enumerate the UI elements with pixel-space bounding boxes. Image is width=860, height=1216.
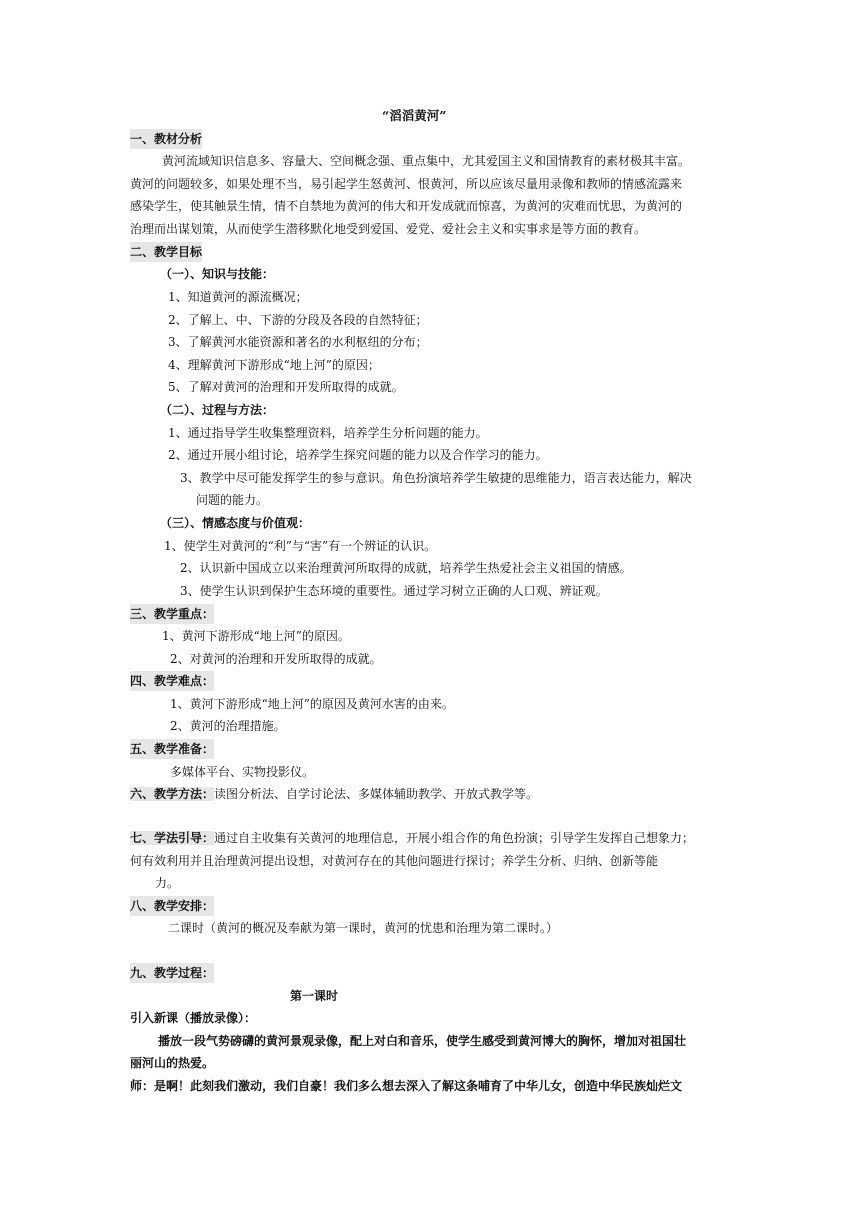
section-2-heading: 二、教学目标 xyxy=(130,242,202,262)
document-title: “滔滔黄河” xyxy=(382,108,447,123)
paragraph-line: 黄河流域知识信息多、容量大、空间概念强、重点集中，尤其爱国主义和国情教育的素材极其丰富。 xyxy=(162,154,691,168)
section-6-text: 读图分析法、自学讨论法、多媒体辅助教学、开放式教学等。 xyxy=(214,787,539,801)
section-1-heading: 一、教材分析 xyxy=(130,129,202,149)
section-7-text: 通过自主收集有关黄河的地理信息，开展小组合作的角色扮演；引导学生发挥自己想象力； xyxy=(214,831,695,845)
paragraph-line: 治理而出谋划策，从而使学生潜移默化地受到爱国、爱党、爱社会主义和实事求是等方面的教育。 xyxy=(130,222,647,236)
list-item: 1、黄河下游形成“地上河”的原因。 xyxy=(162,629,350,643)
section-4-heading: 四、教学难点： xyxy=(130,671,214,691)
section-3-heading: 三、教学重点： xyxy=(130,604,214,624)
list-item: 2、黄河的治理措施。 xyxy=(170,719,286,733)
section-8-heading: 八、教学安排： xyxy=(130,896,214,916)
subsection-heading: （一）、知识与技能： xyxy=(160,267,275,281)
section-9-heading: 九、教学过程： xyxy=(130,963,214,983)
list-item: 1、使学生对黄河的“利”与“害”有一个辨证的认识。 xyxy=(164,539,437,553)
subsection-heading: （三）、情感态度与价值观： xyxy=(160,516,311,530)
list-item: 4、理解黄河下游形成“地上河”的原因； xyxy=(168,358,380,372)
paragraph-line: 力。 xyxy=(155,876,180,890)
paragraph-line: 丽河山的热爱。 xyxy=(130,1056,215,1070)
list-item: 3、使学生认识到保护生态环境的重要性。通过学习树立正确的人口观、辨证观。 xyxy=(180,584,608,598)
list-item: 问题的能力。 xyxy=(196,493,269,507)
list-item: 1、知道黄河的源流概况； xyxy=(168,290,308,304)
list-item: 3、了解黄河水能资源和著名的水利枢纽的分布； xyxy=(168,335,428,349)
paragraph-line: 感染学生，使其触景生情，情不自禁地为黄河的伟大和开发成就而惊喜，为黄河的灾难而忧思，为黄河的 xyxy=(130,199,683,213)
paragraph-line: 多媒体平台、实物投影仪。 xyxy=(170,765,315,779)
paragraph-line: 黄河的问题较多，如果处理不当，易引起学生怒黄河、恨黄河，所以应该尽量用录像和教师的情感流露来 xyxy=(130,177,683,191)
paragraph-line: 师：是啊！此刻我们激动，我们自豪！我们多么想去深入了解这条哺育了中华儿女，创造中华民族灿烂文 xyxy=(130,1079,683,1093)
list-item: 1、黄河下游形成“地上河”的原因及黄河水害的由来。 xyxy=(170,697,454,711)
list-item: 2、认识新中国成立以来治理黄河所取得的成就，培养学生热爱社会主义祖国的情感。 xyxy=(180,561,632,575)
section-6-line xyxy=(130,784,538,804)
subsection-heading: （二）、过程与方法： xyxy=(160,403,275,417)
list-item: 2、了解上、中、下游的分段及各段的自然特征； xyxy=(168,313,428,327)
lesson-heading: 第一课时 xyxy=(290,989,339,1003)
list-item: 5、了解对黄河的治理和开发所取得的成就。 xyxy=(168,380,404,394)
paragraph-line: 播放一段气势磅礴的黄河景观录像，配上对白和音乐，使学生感受到黄河博大的胸怀，增加对祖国壮 xyxy=(158,1034,687,1048)
section-7-line xyxy=(130,828,694,848)
list-item: 2、通过开展小组讨论，培养学生探究问题的能力以及合作学习的能力。 xyxy=(168,448,548,462)
list-item: 2、对黄河的治理和开发所取得的成就。 xyxy=(170,652,382,666)
section-5-heading: 五、教学准备： xyxy=(130,739,214,759)
intro-heading: 引入新课（播放录像）： xyxy=(130,1011,257,1025)
paragraph-line: 二课时（黄河的概况及奉献为第一课时，黄河的忧患和治理为第二课时。） xyxy=(168,921,559,935)
paragraph-line: 何有效利用并且治理黄河提出设想，对黄河存在的其他问题进行探讨；养学生分析、归纳、创新等能 xyxy=(130,854,659,868)
list-item: 3、教学中尽可能发挥学生的参与意识。角色扮演培养学生敏捷的思维能力，语言表达能力，解决 xyxy=(180,471,692,485)
section-6-heading: 六、教学方法： xyxy=(130,787,215,801)
section-7-heading: 七、学法引导： xyxy=(130,831,215,845)
list-item: 1、通过指导学生收集整理资料，培养学生分析问题的能力。 xyxy=(168,426,488,440)
